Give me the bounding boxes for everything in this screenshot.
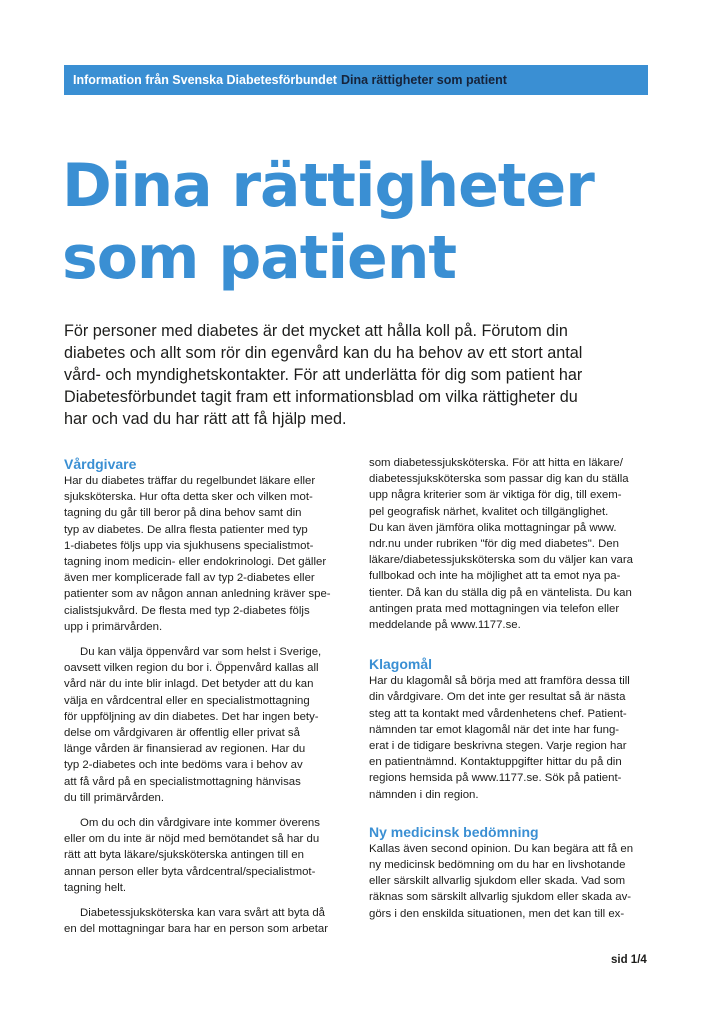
text-line: 1-diabetes följs upp via sjukhusens specialistmot- (64, 539, 314, 552)
text-line: upp några kriterier som är viktiga för dig, till exem- (369, 489, 622, 502)
text-line: ny medicinsk bedömning om du har en livshotande (369, 859, 626, 872)
text-line: välja en vårdcentral eller en specialistmottagning (64, 694, 310, 707)
right-column (369, 455, 659, 922)
text-line: nämnden tar emot klagomål när det inte har fung- (369, 723, 620, 736)
text-line: delse om vårdgivaren är offentlig eller privat så (64, 727, 300, 740)
page-title-line: Dina rättigheter (62, 151, 594, 221)
text-line: ndr.nu under rubriken "för dig med diabetes". Den (369, 538, 619, 551)
paragraph (64, 905, 354, 937)
text-line: fullbokad och inte ha möjlighet att ta emot nya pa- (369, 570, 621, 583)
text-line: tagning inom medicin- eller endokrinologi. Det gäller (64, 556, 327, 569)
paragraph (64, 815, 354, 896)
section-heading-klagomal: Klagomål (369, 656, 433, 673)
page-title (62, 150, 594, 294)
text-line: upp i primärvården. (64, 620, 163, 633)
text-line: regions hemsida på www.1177.se. Sök på patient- (369, 772, 622, 785)
left-column (64, 455, 354, 937)
lead-paragraph (64, 320, 664, 430)
text-line: diabetes och allt som rör din egenvård kan du ha behov av ett stort antal (64, 344, 583, 362)
text-line: Har du diabetes träffar du regelbundet läkare eller (64, 475, 316, 487)
text-line: läkare/diabetessjuksköterska som du väljer kan vara (369, 554, 634, 567)
text-line: att få vård på en specialistmottagning hänvisas (64, 775, 301, 788)
text-line: tagning du går till beror på dina behov samt din (64, 507, 302, 520)
text-line: cialistsjukvård. De flesta med typ 2-diabetes följs (64, 604, 310, 617)
page-number: sid 1/4 (611, 954, 647, 966)
paragraph (64, 473, 354, 635)
text-line: sjuksköterska. Hur ofta detta sker och vilken mot- (64, 491, 313, 504)
text-line: meddelande på www.1177.se. (369, 619, 521, 632)
text-line: Om du och din vårdgivare inte kommer överens (80, 817, 320, 830)
text-line: annan person eller byta vårdcentral/specialistmot- (64, 865, 316, 878)
text-line: antingen prata med mottagningen via telefon eller (369, 602, 620, 615)
text-line: som diabetessjuksköterska. För att hitta en läkare/ (369, 457, 623, 469)
text-line: typ 2-diabetes och inte bedöms vara i behov av (64, 759, 303, 772)
paragraph (369, 455, 659, 633)
text-line: tienter. Då kan du ställa dig på en väntelista. Du kan (369, 586, 632, 599)
text-line: Har du klagomål så börja med att framföra dessa till (369, 675, 630, 688)
text-line: typ av diabetes. De allra flesta patienter med typ (64, 523, 308, 536)
text-line: även mer komplicerade fall av typ 2-diabetes eller (64, 572, 315, 585)
text-line: steg att ta kontakt med vårdenhetens chef. Patient- (369, 707, 627, 720)
text-line: för uppföljning av din diabetes. Det har ingen bety- (64, 710, 319, 723)
text-line: nämnden i din region. (369, 788, 479, 801)
text-line: oavsett vilken region du bor i. Öppenvård kallas all (64, 662, 319, 675)
paragraph (369, 841, 659, 922)
text-line: din vårdgivare. Om det inte ger resultat så är nästa (369, 691, 626, 704)
text-line: erat i de tidigare beskrivna stegen. Varje region har (369, 740, 627, 753)
paragraph (369, 673, 659, 803)
text-line: Diabetesförbundet tagit fram ett informationsblad om vilka rättigheter du (64, 388, 578, 406)
text-line: diabetessjuksköterska som passar dig kan du ställa (369, 473, 629, 486)
header-banner (64, 65, 648, 95)
text-line: eller särskilt allvarlig sjukdom eller skada. Vad som (369, 875, 626, 888)
text-line: du till primärvården. (64, 791, 165, 804)
text-line: För personer med diabetes är det mycket att hålla koll på. Förutom din (64, 322, 568, 340)
text-line: pel geografisk närhet, kvalitet och tillgänglighet. (369, 505, 609, 518)
text-line: Kallas även second opinion. Du kan begära att få en (369, 842, 634, 855)
text-line: patienter som av någon annan anledning kräver spe- (64, 588, 331, 601)
text-line: en patientnämnd. Kontaktuppgifter hittar du på din (369, 756, 622, 769)
paragraph (64, 644, 354, 806)
text-line: vård- och myndighetskontakter. För att underlätta för dig som patient har (64, 366, 583, 384)
text-line: görs i den enskilda situationen, men det kan till ex- (369, 907, 625, 920)
text-line: Diabetessjuksköterska kan vara svårt att byta då (80, 907, 326, 920)
text-line: länge vården är finansierad av regionen. Har du (64, 743, 306, 756)
section-heading-vardgivare: Vårdgivare (64, 456, 137, 472)
text-line: har och vad du har rätt att få hjälp med. (64, 410, 347, 428)
page-title-line: som patient (62, 223, 457, 293)
text-line: eller om du inte är nöjd med bemötandet så har du (64, 833, 320, 846)
text-line: tagning helt. (64, 881, 127, 894)
text-line: räknas som särskilt allvarlig sjukdom eller skada av- (369, 891, 632, 904)
text-line: Du kan även jämföra olika mottagningar på www. (369, 521, 617, 534)
text-line: vård när du inte blir inlagd. Det betyder att du kan (64, 678, 314, 691)
text-line: Du kan välja öppenvård var som helst i Sverige, (80, 646, 322, 659)
header-organization: Information från Svenska Diabetesförbundet (73, 73, 337, 87)
text-line: rätt att byta läkare/sjuksköterska antingen till en (64, 849, 304, 862)
header-topic: Dina rättigheter som patient (340, 73, 507, 87)
text-line: en del mottagningar bara har en person som arbetar (64, 923, 329, 936)
section-heading-ny-medicinsk-bedomning: Ny medicinsk bedömning (369, 823, 539, 840)
